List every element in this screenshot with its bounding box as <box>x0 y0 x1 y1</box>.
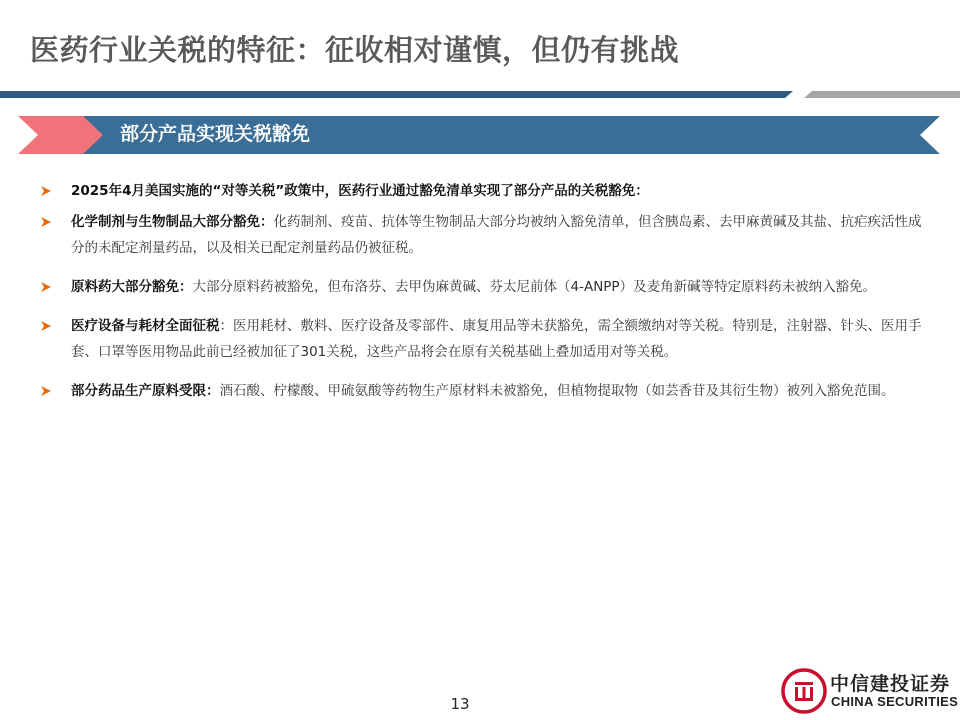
bullet-item <box>40 209 930 261</box>
bullet-heading: 部分药品生产原料受限： <box>71 383 220 399</box>
arrow-bullet-icon <box>40 320 52 332</box>
slide-title: 医药行业关税的特征：征收相对谨慎，但仍有挑战 <box>30 33 680 67</box>
bullet-text: 酒石酸、柠檬酸、甲硫氨酸等药物生产原材料未被豁免，但植物提取物（如芸香苷及其衍生物）被列入豁免范围。 <box>219 383 895 399</box>
logo-name-en: CHINA SECURITIES <box>831 694 959 709</box>
china-securities-logo-icon <box>781 668 827 714</box>
section-title: 部分产品实现关税豁免 <box>120 123 311 145</box>
arrow-bullet-icon <box>40 281 52 293</box>
logo-name-cn: 中信建投证券 <box>830 673 951 695</box>
bullet-item <box>40 274 930 300</box>
bullet-item <box>40 178 930 204</box>
bullet-heading: 原料药大部分豁免： <box>71 279 193 295</box>
bullet-text: 大部分原料药被豁免，但布洛芬、去甲伪麻黄碱、芬太尼前体（4-ANPP）及麦角新碱等特定原料药未被纳入豁免。 <box>192 279 877 295</box>
bullet-text: 化药制剂、疫苗、抗体等生物制品大部分均被纳入豁免清单，但含胰岛素、去甲麻黄碱及其盐、抗疟疾活性成分的未配定剂量药品，以及相关已配定剂量药品仍被征税。 <box>71 214 922 256</box>
arrow-bullet-icon <box>40 216 52 228</box>
bullet-item <box>40 313 930 365</box>
title-divider <box>0 0 960 110</box>
bullet-heading: 医疗设备与耗材全面征税 <box>71 318 220 334</box>
bullet-list <box>40 178 930 417</box>
bullet-heading: 2025年4月美国实施的“对等关税”政策中，医药行业通过豁免清单实现了部分产品的关税豁免： <box>71 183 649 199</box>
arrow-bullet-icon <box>40 185 52 197</box>
arrow-bullet-icon <box>40 385 52 397</box>
title-divider-blue-bar <box>0 91 793 98</box>
bullet-text: ：医用耗材、敷料、医疗设备及零部件、康复用品等未获豁免，需全额缴纳对等关税。特别是，注射器、针头、医用手套、口罩等医用物品此前已经被加征了301关税，这些产品将会在原有关税基础上叠加适用对等关税。 <box>71 318 922 360</box>
company-logo <box>781 668 959 714</box>
title-divider-gray-bar <box>804 91 960 98</box>
bullet-heading: 化学制剂与生物制品大部分豁免： <box>71 214 274 230</box>
page-number: 13 <box>450 695 470 713</box>
bullet-item <box>40 378 930 404</box>
